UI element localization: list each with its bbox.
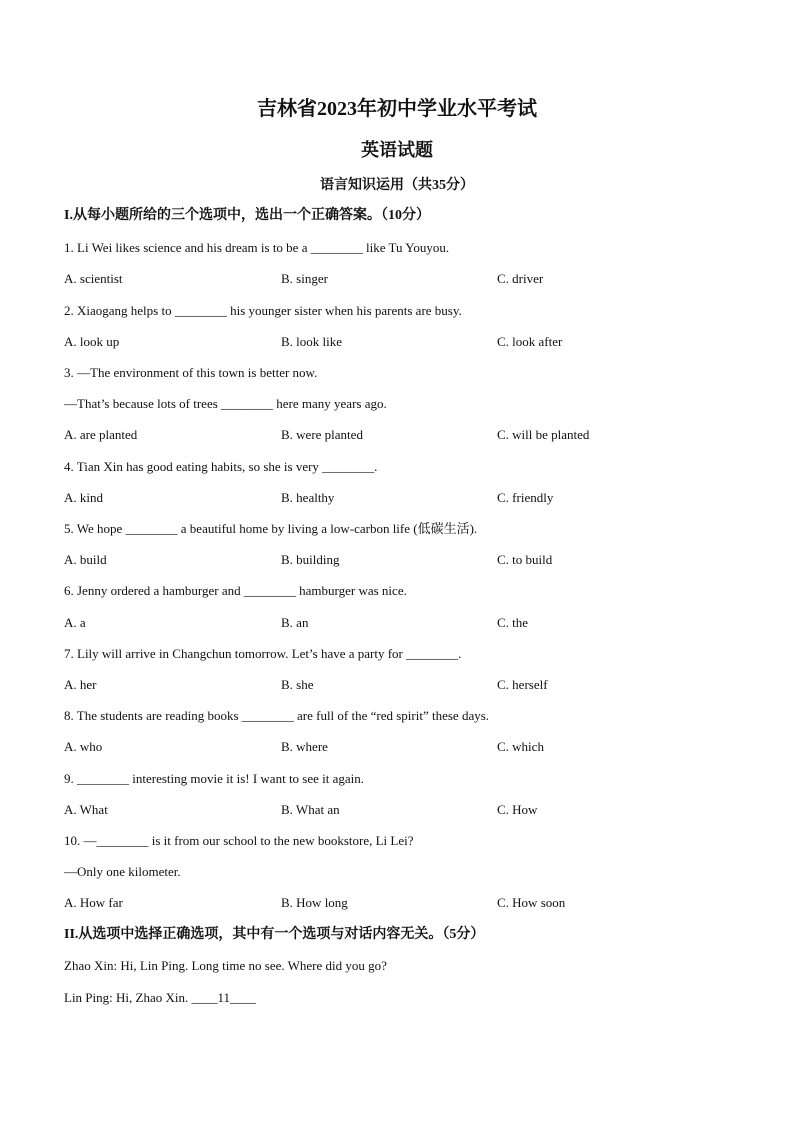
question-10-option-b: B. How long <box>281 895 348 910</box>
question-5-option-a: A. build <box>64 552 107 567</box>
question-9-option-c: C. How <box>497 802 538 817</box>
question-4-stem: 4. Tian Xin has good eating habits, so she is very ________. <box>64 459 378 474</box>
dialogue-line-1: Zhao Xin: Hi, Lin Ping. Long time no see. Where did you go? <box>64 958 387 973</box>
question-5-option-c: C. to build <box>497 552 553 567</box>
question-1-option-a: A. scientist <box>64 271 123 286</box>
section-1-heading: I.从每小题所给的三个选项中，选出一个正确答案。（10分） <box>64 208 430 223</box>
question-2-option-a: A. look up <box>64 334 120 349</box>
question-8-option-b: B. where <box>281 739 328 754</box>
question-4-option-b: B. healthy <box>281 490 335 505</box>
question-7-option-a: A. her <box>64 677 97 692</box>
question-6-option-b: B. an <box>281 615 309 630</box>
question-8-option-a: A. who <box>64 739 103 754</box>
question-7-option-b: B. she <box>281 677 314 692</box>
question-8-option-c: C. which <box>497 739 544 754</box>
question-10-stem: 10. —________ is it from our school to the new bookstore, Li Lei? <box>64 833 414 848</box>
question-7-stem: 7. Lily will arrive in Changchun tomorrow. Let’s have a party for ________. <box>64 646 462 661</box>
question-8-stem: 8. The students are reading books ________ are full of the “red spirit” these days. <box>64 708 490 723</box>
subject-title: 英语试题 <box>361 140 433 160</box>
question-2-option-b: B. look like <box>281 334 343 349</box>
question-6-option-a: A. a <box>64 615 86 630</box>
exam-title: 吉林省2023年初中学业水平考试 <box>257 98 537 120</box>
question-9-stem: 9. ________ interesting movie it is! I want to see it again. <box>64 771 365 786</box>
question-9-option-b: B. What an <box>281 802 340 817</box>
question-3-stem-response: —That’s because lots of trees ________ here many years ago. <box>64 396 387 411</box>
question-2-option-c: C. look after <box>497 334 563 349</box>
question-1-option-b: B. singer <box>281 271 328 286</box>
question-3-option-c: C. will be planted <box>497 427 590 442</box>
question-4-option-c: C. friendly <box>497 490 554 505</box>
question-4-option-a: A. kind <box>64 490 103 505</box>
question-1-option-c: C. driver <box>497 271 544 286</box>
question-3-option-b: B. were planted <box>281 427 363 442</box>
question-7-option-c: C. herself <box>497 677 548 692</box>
question-10-stem-response: —Only one kilometer. <box>64 864 181 879</box>
section-2-heading: II.从选项中选择正确选项，其中有一个选项与对话内容无关。（5分） <box>64 927 485 942</box>
dialogue-line-2: Lin Ping: Hi, Zhao Xin. ____11____ <box>64 990 256 1005</box>
question-9-option-a: A. What <box>64 802 108 817</box>
question-10-option-a: A. How far <box>64 895 123 910</box>
question-5-option-b: B. building <box>281 552 340 567</box>
question-6-stem: 6. Jenny ordered a hamburger and ________ hamburger was nice. <box>64 583 407 598</box>
question-3-option-a: A. are planted <box>64 427 138 442</box>
question-3-stem: 3. —The environment of this town is better now. <box>64 365 318 380</box>
part-title: 语言知识运用（共35分） <box>320 178 474 193</box>
question-6-option-c: C. the <box>497 615 529 630</box>
question-10-option-c: C. How soon <box>497 895 566 910</box>
question-1-stem: 1. Li Wei likes science and his dream is to be a ________ like Tu Youyou. <box>64 240 450 255</box>
question-5-stem: 5. We hope ________ a beautiful home by living a low-carbon life (低碳生活). <box>64 521 478 536</box>
question-2-stem: 2. Xiaogang helps to ________ his younger sister when his parents are busy. <box>64 303 462 318</box>
